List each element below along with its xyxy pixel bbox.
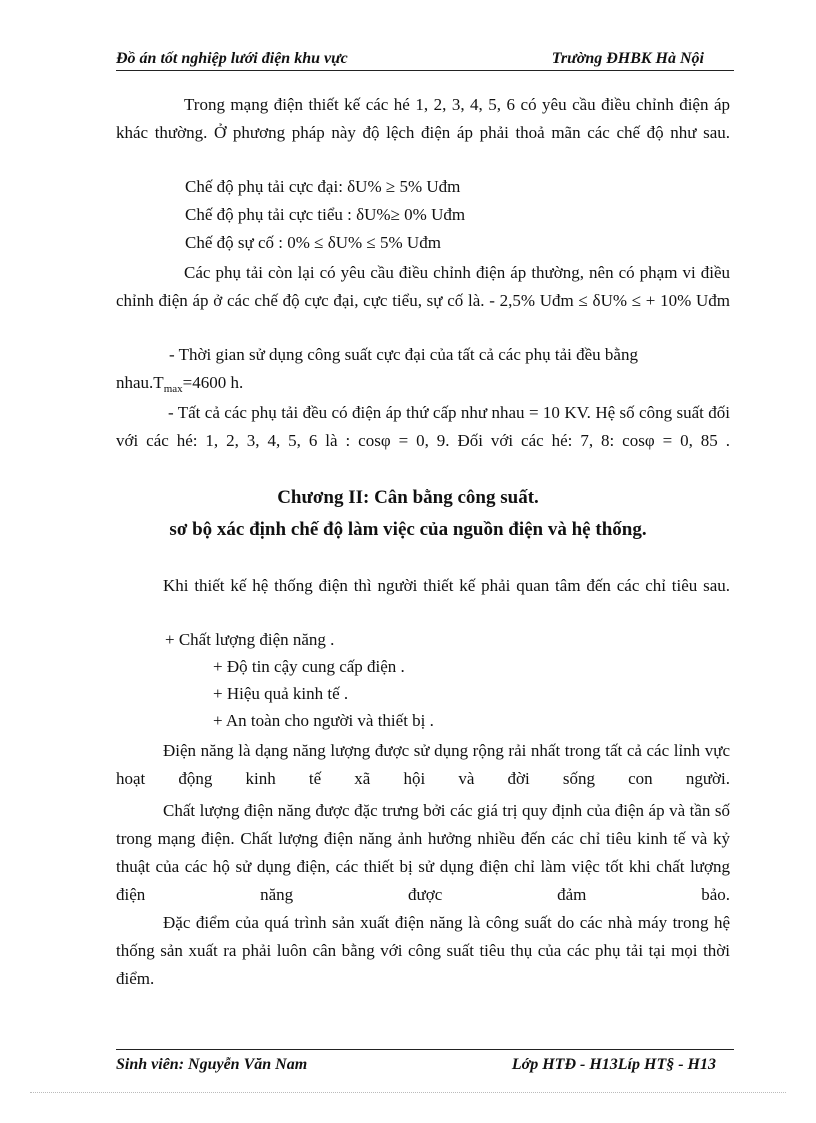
paragraph-energy-usage: Điện năng là dạng năng lượng được sử dụng rộng rải nhất trong tất cả các lỉnh vực hoạt động kinh tế xã hội và đời sống con người. (116, 741, 730, 788)
mode-min-load: Chế độ phụ tải cực tiểu : δU%≥ 0% Uđm (185, 205, 466, 224)
list-item-quality: + Chất lượng điện năng . (165, 630, 335, 649)
list-item-efficiency: + Hiệu quả kinh tế . (213, 684, 349, 703)
paragraph-tmax-line1: - Thời gian sử dụng công suất cực đại của tất cả các phụ tải đều bằng (169, 345, 638, 364)
header-left: Đồ án tốt nghiệp lưới điện khu vực (116, 50, 348, 67)
footer-right: Lớp HTĐ - H13Líp HT§ - H13 (511, 1056, 716, 1073)
mode-fault: Chế độ sự cố : 0% ≤ δU% ≤ 5% Uđm (185, 233, 441, 252)
header-rule (116, 70, 734, 71)
page-header (116, 50, 734, 68)
tmax-subscript: max (163, 383, 183, 395)
list-item-reliability: + Độ tin cậy cung cấp điện . (213, 657, 405, 676)
tmax-value: =4600 h. (182, 373, 244, 392)
paragraph-quality: Chất lượng điện năng được đặc trưng bởi các giá trị quy định của điện áp và tần số trong mạng điện. Chất lượng điện năng ảnh hưởng nhiều đến các chỉ tiêu kinh tế và kỷ thuật của các hộ sử dụng điện, các thiết bị sử dụng điện chỉ làm việc tốt khi chất lượng điện năng được đảm bảo. (116, 801, 730, 904)
paragraph-power-factor: - Tất cả các phụ tải đều có điện áp thứ cấp như nhau = 10 KV. Hệ số công suất đối với các hé: 1, 2, 3, 4, 5, 6 là : cosφ = 0, 9. Đối với các hé: 7, 8: cosφ = 0, 85 . (116, 403, 730, 450)
paragraph-tmax-line2 (116, 373, 243, 395)
footer-left: Sinh viên: Nguyễn Văn Nam (116, 1056, 308, 1073)
paragraph-voltage-requirement: Trong mạng điện thiết kế các hé 1, 2, 3, 4, 5, 6 có yêu cầu điều chỉnh điện áp khác thường. Ở phương pháp này độ lệch điện áp phải thoả mãn các chế độ như sau. (116, 95, 730, 142)
header-right: Trường ĐHBK Hà Nội (551, 50, 704, 67)
page-edge-dots (30, 1092, 786, 1093)
paragraph-balance: Đặc điểm của quá trình sản xuất điện năng là công suất do các nhà máy trong hệ thống sản xuất ra phải luôn cân bằng với công suất tiêu thụ của các phụ tải tại mọi thời điểm. (116, 913, 730, 988)
chapter-title: Chương II: Cân bằng công suất. (277, 487, 539, 508)
footer-rule (116, 1049, 734, 1050)
mode-max-load: Chế độ phụ tải cực đại: δU% ≥ 5% Uđm (185, 177, 461, 196)
tmax-prefix: nhau.T (116, 373, 164, 392)
paragraph-intro: Khi thiết kế hệ thống điện thì người thiết kế phải quan tâm đến các chỉ tiêu sau. (163, 576, 730, 595)
paragraph-other-loads: Các phụ tải còn lại có yêu cầu điều chỉnh điện áp thường, nên có phạm vi điều chỉnh điện áp ở các chế độ cực đại, cực tiểu, sự cố là. - 2,5% Uđm ≤ δU% ≤ + 10% Uđm (116, 263, 730, 310)
list-item-safety: + An toàn cho người và thiết bị . (213, 711, 434, 730)
chapter-subtitle: sơ bộ xác định chế độ làm việc của nguồn điện và hệ thống. (169, 519, 647, 540)
page-footer (116, 1056, 734, 1074)
